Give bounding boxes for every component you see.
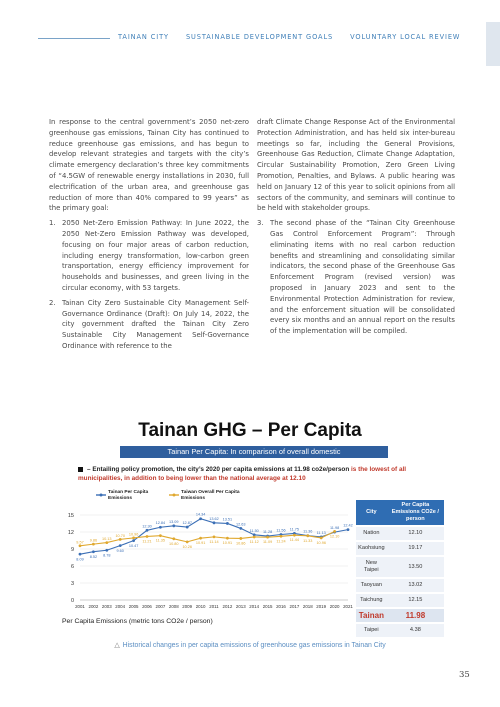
data-label: 8.09 <box>76 557 84 562</box>
left-column <box>49 117 249 356</box>
data-label: 11.13 <box>316 530 326 535</box>
data-label: 11.35 <box>155 538 166 543</box>
x-tick-label: 2003 <box>101 604 112 609</box>
note-highlight: is the lowest of all municipalities, in addition to being lower than the national average at 12.10 <box>78 466 407 482</box>
data-point <box>347 528 350 531</box>
x-tick-label: 2005 <box>128 604 139 609</box>
data-point <box>186 526 189 529</box>
y-tick-label: 6 <box>70 564 74 570</box>
note-text: – Entailing policy promotion, the city’s 2020 per capita emissions at 11.98 co2e/person <box>87 466 350 473</box>
cell-city: Taipei <box>356 623 387 637</box>
col-header-emissions: Per Capita Emissions CO2e / person <box>387 500 444 526</box>
data-point <box>105 541 108 544</box>
data-label: 12.87 <box>182 521 192 526</box>
data-point <box>306 534 309 537</box>
data-point <box>92 550 95 553</box>
x-tick-label: 2009 <box>182 604 193 609</box>
x-tick-label: 2006 <box>142 604 152 609</box>
data-point <box>239 527 242 530</box>
data-point <box>159 526 162 529</box>
cell-city: Kaohsiung <box>356 541 387 556</box>
x-tick-label: 2008 <box>168 604 179 609</box>
data-label: 10.80 <box>169 541 179 546</box>
y-tick-label: 12 <box>67 530 74 536</box>
legend-marker <box>173 494 176 497</box>
right-column <box>257 117 455 341</box>
data-point <box>132 539 135 542</box>
side-tab <box>486 22 500 66</box>
table-row <box>356 578 444 593</box>
data-point <box>280 535 283 538</box>
data-point <box>132 536 135 539</box>
data-label: 13.09 <box>169 519 179 524</box>
data-label: 11.14 <box>209 539 219 544</box>
x-tick-labels <box>75 604 353 609</box>
data-label: 11.28 <box>262 530 273 535</box>
data-point <box>226 537 229 540</box>
data-label: 11.36 <box>303 529 313 534</box>
data-label: 11.50 <box>249 528 259 533</box>
list-text: The second phase of the “Tainan City Greenhouse Gas Control Enforcement Program”: Through eliminating items with no real carbon reduction benefits and streamlining and consolidating similar indicators, the second phase of the Greenhouse Gas Enforcement Program (revised version) was proposed in January 2023 and sent to the Environmental Protection Administration for review, and the enforcement situation will be consolidated every six months and an annual report on the results of the implementation will be compiled. <box>270 219 455 336</box>
figure-banner: Tainan Per Capita: In comparison of overall domestic <box>120 446 388 458</box>
triangle-icon: △ <box>114 642 120 649</box>
x-tick-label: 2002 <box>88 604 99 609</box>
data-label: 10.13 <box>102 537 112 542</box>
data-point <box>105 549 108 552</box>
caption-text: Historical changes in per capita emissions of greenhouse gas emissions in Tainan City <box>122 642 386 649</box>
data-point <box>146 535 149 538</box>
cell-city: Taichung <box>356 593 387 608</box>
data-label: 12.42 <box>343 523 353 528</box>
table-row <box>356 556 444 578</box>
cell-emissions: 13.02 <box>387 578 444 593</box>
data-label: 12.10 <box>329 534 340 539</box>
intro-paragraph: In response to the central government’s 2050 net-zero greenhouse gas emissions, Tainan City has continued to reduce greenhouse gas emissions, and has begun to develop relevant strategies and targets with the city’s climate emergency declaration’s three key commitments of “4.5GW of renewable energy installations in 2030, full electrification of the urban area, and greenhouse gas reduction of more than 40% compared to 99 years” as the primary goal: <box>49 118 249 213</box>
list-text: 2050 Net-Zero Emission Pathway: In June 2022, the 2050 Net-Zero Emission Pathway was developed, focusing on four major areas of carbon reduction, including energy transformation, low-carbon green transportation, energy efficiency improvement for households and businesses, and green living in the circular economy, with 53 targets. <box>62 219 249 292</box>
data-point <box>333 530 336 533</box>
header-item-city: TAINAN CITY <box>118 33 169 41</box>
data-label: 10.70 <box>115 533 125 538</box>
data-label: 13.51 <box>222 517 233 522</box>
data-point <box>199 517 202 520</box>
table-row <box>356 608 444 623</box>
bullet-square-icon <box>78 467 83 472</box>
data-point <box>119 538 122 541</box>
cell-city: Tainan <box>356 608 387 623</box>
data-label: 11.33 <box>303 538 313 543</box>
legend-label: Emissions <box>108 496 132 501</box>
data-label: 10.91 <box>222 541 233 546</box>
running-header <box>118 33 474 41</box>
list-number: 1. <box>49 219 56 228</box>
data-point <box>213 535 216 538</box>
header-item-vlr: VOLUNTARY LOCAL REVIEW <box>350 33 461 41</box>
x-tick-label: 2001 <box>75 604 85 609</box>
x-tick-label: 2016 <box>276 604 286 609</box>
list-item <box>49 298 249 352</box>
list-number: 2. <box>49 298 56 307</box>
data-label: 10.86 <box>236 541 246 546</box>
data-point <box>79 544 82 547</box>
continued-paragraph: draft Climate Change Response Act of the Environmental Protection Administration, and has held six inter-bureau meetings so far, including the General Provisions, Greenhouse Gas Reduction, Climate Change Adaptation, Circular Sustainability Promotion, Zero Green Living Promotion, Penalties, and Bylaws. A public hearing was held on January 12 of this year to solicit opinions from all sectors of the community, and seminars will continue to be held with stakeholder groups. <box>257 118 455 213</box>
data-label: 11.09 <box>262 540 273 545</box>
x-tick-label: 2021 <box>343 604 353 609</box>
data-label: 12.63 <box>236 522 246 527</box>
x-tick-label: 2015 <box>262 604 273 609</box>
table-row <box>356 593 444 608</box>
legend-label: Emissions <box>181 496 205 501</box>
cell-emissions: 11.98 <box>387 608 444 623</box>
data-point <box>320 536 323 539</box>
list-item <box>49 218 249 294</box>
y-tick-label: 9 <box>70 547 74 553</box>
data-point <box>159 534 162 537</box>
data-label: 12.30 <box>142 524 152 529</box>
cell-city: Taoyuan <box>356 578 387 593</box>
data-point <box>172 524 175 527</box>
data-label: 10.96 <box>316 540 326 545</box>
legend-label: Tainan Per Capita <box>108 490 149 495</box>
y-tick-label: 0 <box>70 598 74 604</box>
list-number: 3. <box>257 219 264 228</box>
data-label: 9.86 <box>89 538 98 543</box>
data-label: 10.91 <box>195 541 206 546</box>
data-label: 11.44 <box>289 538 300 543</box>
list-text: Tainan City Zero Sustainable City Management Self-Governance Ordinance (Draft): On July 14, 2022, the city government drafted the Tainan City Zero Sustainable City Management Self-Governance Ordinance with reference to the <box>62 298 249 350</box>
cell-emissions: 12.10 <box>387 526 444 541</box>
table-header-row <box>356 500 444 526</box>
data-point <box>199 537 202 540</box>
data-point <box>79 553 82 556</box>
x-tick-label: 2019 <box>316 604 327 609</box>
chart-legend <box>96 489 240 501</box>
cell-emissions: 13.50 <box>387 556 444 578</box>
y-tick-labels <box>68 513 74 604</box>
data-point <box>226 522 229 525</box>
x-tick-label: 2014 <box>249 604 260 609</box>
figure-title: Tainan GHG – Per Capita <box>138 420 362 441</box>
x-tick-label: 2010 <box>195 604 206 609</box>
data-label: 11.12 <box>249 539 259 544</box>
header-rule <box>38 38 110 39</box>
figure-note <box>78 465 440 483</box>
figure-caption <box>0 641 500 649</box>
y-tick-label: 15 <box>67 513 74 519</box>
data-label: 12.84 <box>155 521 166 526</box>
table-row <box>356 541 444 556</box>
data-label: 10.26 <box>182 544 192 549</box>
y-tick-label: 3 <box>70 581 74 587</box>
data-point <box>119 544 122 547</box>
x-tick-label: 2011 <box>209 604 219 609</box>
data-point <box>146 529 149 532</box>
data-label: 8.78 <box>103 553 111 558</box>
x-tick-label: 2013 <box>235 604 246 609</box>
data-point <box>172 537 175 540</box>
right-list <box>257 218 455 337</box>
page-number: 35 <box>459 670 470 680</box>
list-item <box>257 218 455 337</box>
comparison-table <box>356 500 444 637</box>
table-row <box>356 526 444 541</box>
x-tick-label: 2018 <box>302 604 313 609</box>
data-label: 11.98 <box>329 526 340 531</box>
x-tick-label: 2007 <box>155 604 166 609</box>
data-label: 10.47 <box>128 544 139 549</box>
left-list <box>49 218 249 352</box>
table-row <box>356 623 444 637</box>
data-point <box>92 543 95 546</box>
legend-label: Taiwan Overall Per Capita <box>181 490 240 495</box>
unit-label: Per Capita Emissions (metric tons CO2e / person) <box>62 618 213 625</box>
data-label: 11.75 <box>289 527 300 532</box>
x-tick-label: 2017 <box>289 604 300 609</box>
data-label: 9.60 <box>116 549 124 554</box>
data-point <box>253 536 256 539</box>
header-item-sdg: SUSTAINABLE DEVELOPMENT GOALS <box>185 33 334 41</box>
data-label: 8.52 <box>89 555 98 560</box>
cell-emissions: 12.15 <box>387 593 444 608</box>
data-point <box>266 536 269 539</box>
x-tick-label: 2012 <box>222 604 233 609</box>
x-tick-label: 2020 <box>329 604 340 609</box>
data-label: 9.57 <box>76 540 84 545</box>
data-point <box>239 537 242 540</box>
data-label: 11.21 <box>142 539 152 544</box>
data-label: 11.24 <box>276 539 286 544</box>
per-capita-chart <box>58 485 353 625</box>
cell-emissions: 19.17 <box>387 541 444 556</box>
x-tick-label: 2004 <box>115 604 126 609</box>
col-header-city: City <box>356 500 387 526</box>
data-label: 14.34 <box>195 512 206 517</box>
data-point <box>213 521 216 524</box>
data-label: 10.96 <box>128 532 139 537</box>
cell-city: New Taipei <box>356 556 387 578</box>
data-point <box>186 540 189 543</box>
legend-marker <box>100 494 103 497</box>
data-label: 13.62 <box>209 516 219 521</box>
cell-city: Nation <box>356 526 387 541</box>
data-point <box>293 534 296 537</box>
data-label: 11.56 <box>276 528 286 533</box>
cell-emissions: 4.38 <box>387 623 444 637</box>
